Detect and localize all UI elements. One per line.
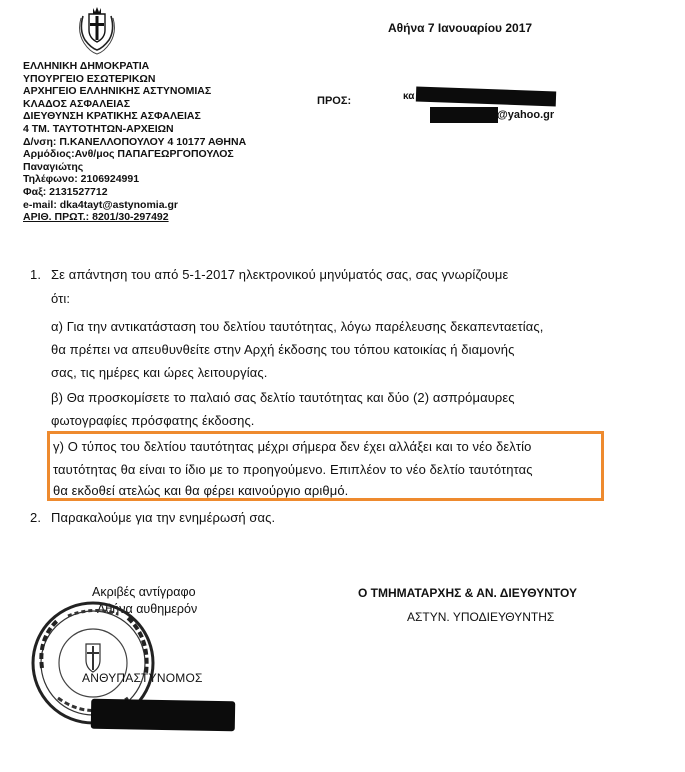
sender-header-block bbox=[23, 60, 246, 224]
header-line-police-hq: ΑΡΧΗΓΕΙΟ ΕΛΛΗΝΙΚΗΣ ΑΣΤΥΝΟΜΙΑΣ bbox=[23, 85, 212, 98]
item-a-line-2: θα πρέπει να απευθυνθείτε στην Αρχή έκδοσης του τόπου κατοικίας ή διαμονής bbox=[51, 342, 515, 357]
header-line-email: e-mail: dka4tayt@astynomia.gr bbox=[23, 198, 178, 211]
recipient-label: ΠΡΟΣ: bbox=[317, 95, 352, 107]
header-line-address: Δ/νση: Π.ΚΑΝΕΛΛΟΠΟΥΛΟΥ 4 10177 ΑΘΗΝΑ bbox=[23, 135, 247, 148]
item-c-line-2: ταυτότητας θα είναι το ίδιο με το προηγούμενο. Επιπλέον το νέο δελτίο ταυτότητας bbox=[53, 462, 533, 477]
item-b-line-1: β) Θα προσκομίσετε το παλαιό σας δελτίο ταυτότητας και δύο (2) ασπρόμαυρες bbox=[51, 390, 515, 405]
paragraph-1-line-1: Σε απάντηση του από 5-1-2017 ηλεκτρονικού μηνύματός σας, σας γνωρίζουμε bbox=[51, 267, 509, 282]
recipient-name-redaction bbox=[416, 87, 556, 107]
certified-copy-date: Αθήνα αυθημερόν bbox=[97, 602, 198, 616]
header-line-fax: Φαξ: 2131527712 bbox=[23, 185, 108, 198]
item-a-line-1: α) Για την αντικατάσταση του δελτίου ταυτότητας, λόγω παρέλευσης δεκαπενταετίας, bbox=[51, 319, 544, 334]
header-line-directorate: ΔΙΕΥΘΥΝΣΗ ΚΡΑΤΙΚΗΣ ΑΣΦΑΛΕΙΑΣ bbox=[23, 110, 201, 123]
item-c-line-3: θα εκδοθεί ατελώς και θα φέρει καινούργιο αριθμό. bbox=[53, 483, 349, 498]
header-line-republic: ΕΛΛΗΝΙΚΗ ΔΗΜΟΚΡΑΤΙΑ bbox=[23, 60, 150, 72]
item-a-line-3: σας, τις ημέρες και ώρες λειτουργίας. bbox=[51, 365, 268, 380]
copy-certifier-rank: ΑΝΘΥΠΑΣΤΥΝΟΜΟΣ bbox=[82, 671, 203, 685]
paragraph-2-number: 2. bbox=[30, 510, 42, 525]
paragraph-1-number: 1. bbox=[30, 267, 42, 282]
paragraph-1-line-2: ότι: bbox=[51, 291, 71, 306]
greek-coat-of-arms-icon bbox=[77, 6, 117, 56]
header-line-phone: Τηλέφωνο: 2106924991 bbox=[23, 173, 140, 186]
document-date: Αθήνα 7 Ιανουαρίου 2017 bbox=[388, 21, 533, 35]
header-line-branch: ΚΛΑΔΟΣ ΑΣΦΑΛΕΙΑΣ bbox=[23, 97, 131, 110]
signatory-title: Ο ΤΜΗΜΑΤΑΡΧΗΣ & ΑΝ. ΔΙΕΥΘΥΝΤΟΥ bbox=[358, 586, 578, 600]
signatory-rank: ΑΣΤΥΝ. ΥΠΟΔΙΕΥΘΥΝΤΗΣ bbox=[407, 610, 555, 624]
recipient-email-redaction bbox=[430, 107, 498, 123]
header-line-officer-name: Παναγιώτης bbox=[23, 160, 84, 173]
paragraph-2-text: Παρακαλούμε για την ενημέρωσή σας. bbox=[51, 510, 276, 525]
header-line-ministry: ΥΠΟΥΡΓΕΙΟ ΕΣΩΤΕΡΙΚΩΝ bbox=[23, 72, 156, 85]
header-line-protocol-number: ΑΡΙΘ. ΠΡΩΤ.: 8201/30-297492 bbox=[23, 211, 169, 224]
certified-copy-label: Ακριβές αντίγραφο bbox=[92, 585, 196, 599]
recipient-prefix: κα bbox=[403, 91, 415, 102]
certifier-name-redaction bbox=[91, 699, 236, 732]
item-b-line-2: φωτογραφίες πρόσφατης έκδοσης. bbox=[51, 413, 255, 428]
header-line-officer: Αρμόδιος:Ανθ/μος ΠΑΠΑΓΕΩΡΓΟΠΟΥΛΟΣ bbox=[23, 148, 234, 161]
item-c-line-1: γ) Ο τύπος του δελτίου ταυτότητας μέχρι σήμερα δεν έχει αλλάξει και το νέο δελτίο bbox=[53, 439, 532, 454]
header-line-department: 4 ΤΜ. ΤΑΥΤΟΤΗΤΩΝ-ΑΡΧΕΙΩΝ bbox=[23, 122, 174, 135]
recipient-email-suffix: @yahoo.gr bbox=[497, 109, 555, 121]
